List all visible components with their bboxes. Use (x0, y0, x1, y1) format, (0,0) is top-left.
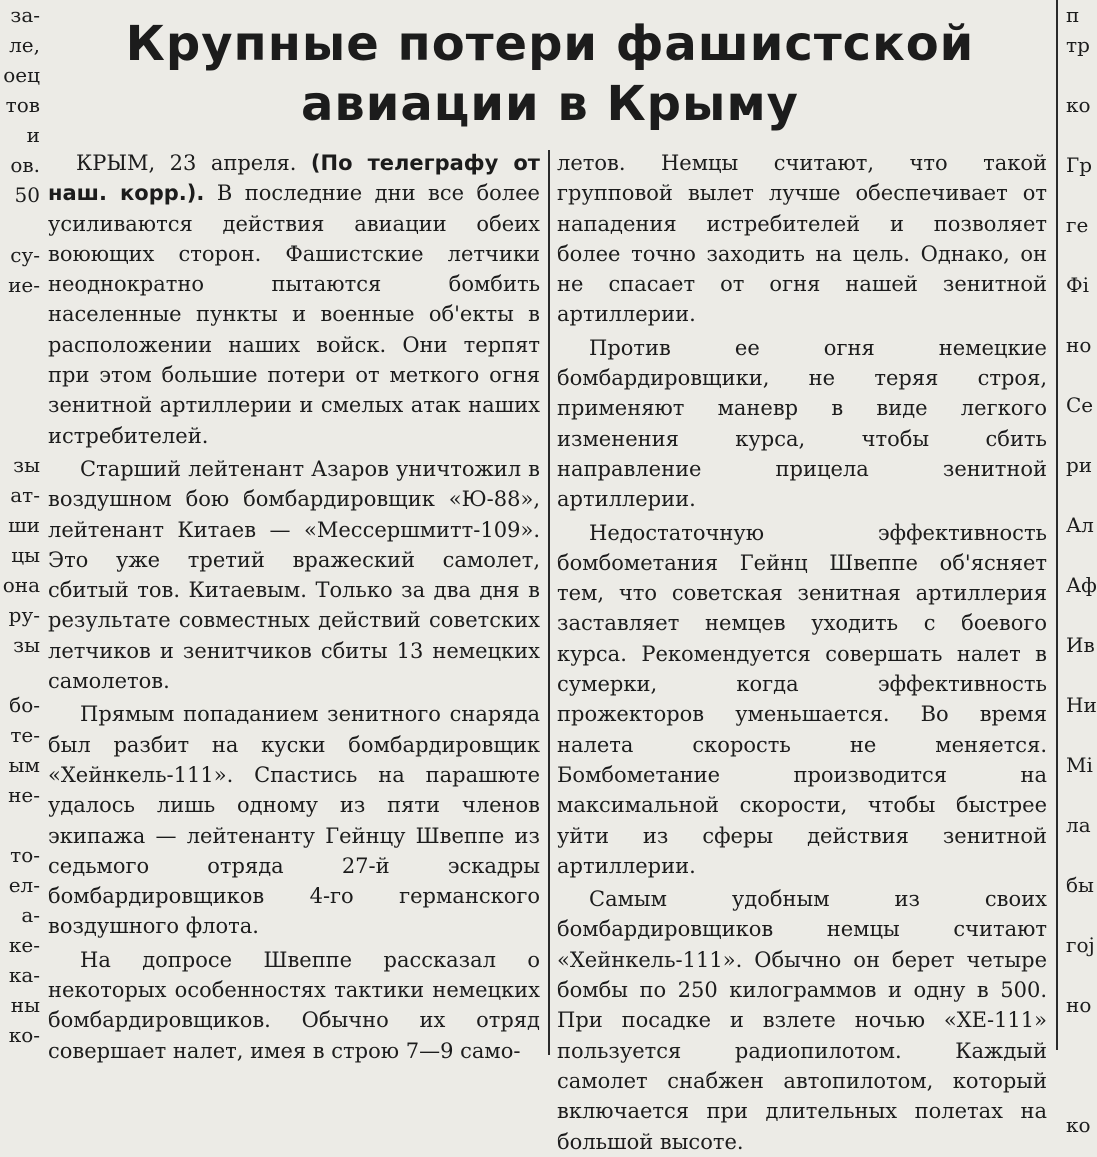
fragment-text: Ив (1066, 633, 1095, 657)
fragment-text: тов (5, 93, 40, 117)
fragment-text: а- (21, 903, 40, 927)
fragment-text: ие- (8, 273, 40, 297)
fragment-text (1066, 420, 1091, 450)
fragment-text (1066, 660, 1091, 690)
fragment-text (1066, 900, 1091, 930)
paragraph-2: Старший лейтенант Азаров уничтожил в воздушном бою бомбардировщик «Ю-88», лейтенант Китаев — «Мессершмитт-109». Это уже третий вражеский самолет, сбитый тов. Китаевым. Только за два дня в результате совместных действий советских летчиков и зенитчиков сбиты 13 немецких самолетов. (48, 456, 540, 694)
fragment-text: ко- (8, 1023, 40, 1047)
fragment-text (1066, 780, 1091, 810)
fragment-text: оец (3, 63, 40, 87)
fragment-text (0, 660, 40, 690)
article-column-1 (48, 148, 540, 1066)
fragment-text: бы (1066, 873, 1094, 897)
fragment-text: Се (1066, 393, 1094, 417)
fragment-text: п (1066, 3, 1080, 27)
fragment-text (0, 390, 40, 420)
fragment-text: ла (1066, 813, 1091, 837)
fragment-text: но (1066, 333, 1092, 357)
fragment-text (0, 810, 40, 840)
fragment-text: Ни (1066, 693, 1097, 717)
paragraph-7: Недостаточную эффективность бомбометания Гейнц Швеппе об'ясняет тем, что советская зенитная артиллерия заставляет немцев уходить с боевого курса. Рекомендуется совершать налет в сумерки, когда эффективность прожекторов уменьшается. Во время налета скорость не меняется. Бомбометание производится на максимальной скорости, чтобы быстрее уйти из сферы действия зенитной артиллерии. (557, 520, 1047, 878)
fragment-text (1066, 240, 1091, 270)
fragment-text (0, 360, 40, 390)
fragment-text: ны (10, 993, 40, 1017)
article-headline (40, 14, 1060, 134)
fragment-text (1066, 840, 1091, 870)
fragment-text (1066, 300, 1091, 330)
fragment-text: не- (8, 783, 40, 807)
fragment-text: зы (13, 633, 40, 657)
paragraph-3: Прямым попаданием зенитного снаряда был разбит на куски бомбардировщик «Хейнкель-111». Спастись на парашюте удалось лишь одному из пяти членов экипажа — лейтенанту Гейнцу Швеппе из седьмого отряда 27-й эскадры бомбардировщиков 4-го германского воздушного флота. (48, 702, 540, 939)
fragment-text (1066, 60, 1091, 90)
fragment-text: и (26, 123, 40, 147)
fragment-text: ат- (10, 483, 40, 507)
fragment-text: те- (10, 723, 40, 747)
paragraph-6: Против ее огня немецкие бомбардировщики, не теряя строя, применяют маневр в виде легкого изменения курса, чтобы сбить направление прицела зенитной артиллерии. (557, 335, 1047, 512)
fragment-text (1066, 540, 1091, 570)
fragment-text (1066, 120, 1091, 150)
adjacent-column-right-fragments (1066, 0, 1097, 1140)
fragment-text (1066, 960, 1091, 990)
page-divider (1056, 0, 1058, 1050)
fragment-text: она (2, 573, 40, 597)
fragment-text: ко (1066, 1113, 1091, 1137)
paragraph-1 (48, 148, 540, 451)
fragment-text: Мі (1066, 753, 1093, 777)
fragment-text (0, 300, 40, 330)
paragraph-5: летов. Немцы считают, что такой групповой вылет лучше обеспечивает от нападения истребителей и позволяет более точно заходить на цель. Однако, он не спасает от огня нашей зенитной артиллерии. (557, 151, 1047, 327)
fragment-text (1066, 1020, 1091, 1050)
fragment-text (0, 420, 40, 450)
fragment-text: но (1066, 993, 1092, 1017)
fragment-text: ри (1066, 453, 1093, 477)
fragment-text (1066, 480, 1091, 510)
fragment-text: ко (1066, 93, 1091, 117)
fragment-text: су- (10, 243, 40, 267)
fragment-text: ру- (8, 603, 40, 627)
fragment-text (0, 330, 40, 360)
fragment-text: зы (13, 453, 40, 477)
fragment-text: 50 (14, 183, 40, 207)
fragment-text: ши (8, 513, 40, 537)
fragment-text: цы (11, 543, 40, 567)
paragraph-1-text: В последние дни все более усиливаются действия авиации обеих воюющих сторон. Фашистские летчики неоднократно пытаются бомбить населенные пункты и военные об'екты в расположении наших войск. Они терпят при этом большие потери от меткого огня зенитной артиллерии и смелых атак наших истребителей. (48, 181, 540, 448)
source-credit: (По телеграфу от наш. корр.). (48, 151, 540, 206)
headline-line-1: Крупные потери фашистской (125, 16, 975, 72)
fragment-text: ым (8, 753, 40, 777)
headline-line-2: авиации в Крыму (301, 76, 799, 132)
column-divider (548, 150, 550, 1055)
fragment-text: гој (1066, 933, 1095, 957)
fragment-text: ов. (10, 153, 40, 177)
paragraph-8: Самым удобным из своих бомбардировщиков немцы считают «Хейнкель-111». Обычно он берет четыре бомбы по 250 килограммов и одну в 500. При посадке и взлете ночью «ХЕ-111» пользуется радиопилотом. Каждый самолет снабжен автопилотом, который включается при длительных полетах на большой высоте. (557, 887, 1047, 1154)
fragment-text: ле, (9, 33, 40, 57)
fragment-text: за- (10, 3, 40, 27)
paragraph-4: На допросе Швеппе рассказал о некоторых особенностях тактики немецких бомбардировщиков. Обычно их отряд совершает налет, имея в строю 7—9 само- (48, 947, 540, 1063)
fragment-text (1066, 1080, 1091, 1110)
fragment-text: ел- (8, 873, 40, 897)
fragment-text: Фі (1066, 273, 1089, 297)
fragment-text (1066, 180, 1091, 210)
fragment-text (1066, 360, 1091, 390)
fragment-text: ке- (8, 933, 40, 957)
fragment-text (1066, 1050, 1091, 1080)
dateline: КРЫМ, 23 апреля. (76, 151, 297, 175)
fragment-text: бо- (9, 693, 40, 717)
fragment-text: Гр (1066, 153, 1093, 177)
fragment-text: тр (1066, 33, 1090, 57)
article-column-2 (557, 148, 1047, 1157)
fragment-text: Ал (1066, 513, 1094, 537)
adjacent-column-left-fragments (0, 0, 40, 1050)
fragment-text (0, 210, 40, 240)
fragment-text: то- (10, 843, 40, 867)
fragment-text: ка- (8, 963, 40, 987)
fragment-text (1066, 600, 1091, 630)
fragment-text: ге (1066, 213, 1089, 237)
fragment-text: Аф (1066, 573, 1097, 597)
fragment-text (1066, 720, 1091, 750)
